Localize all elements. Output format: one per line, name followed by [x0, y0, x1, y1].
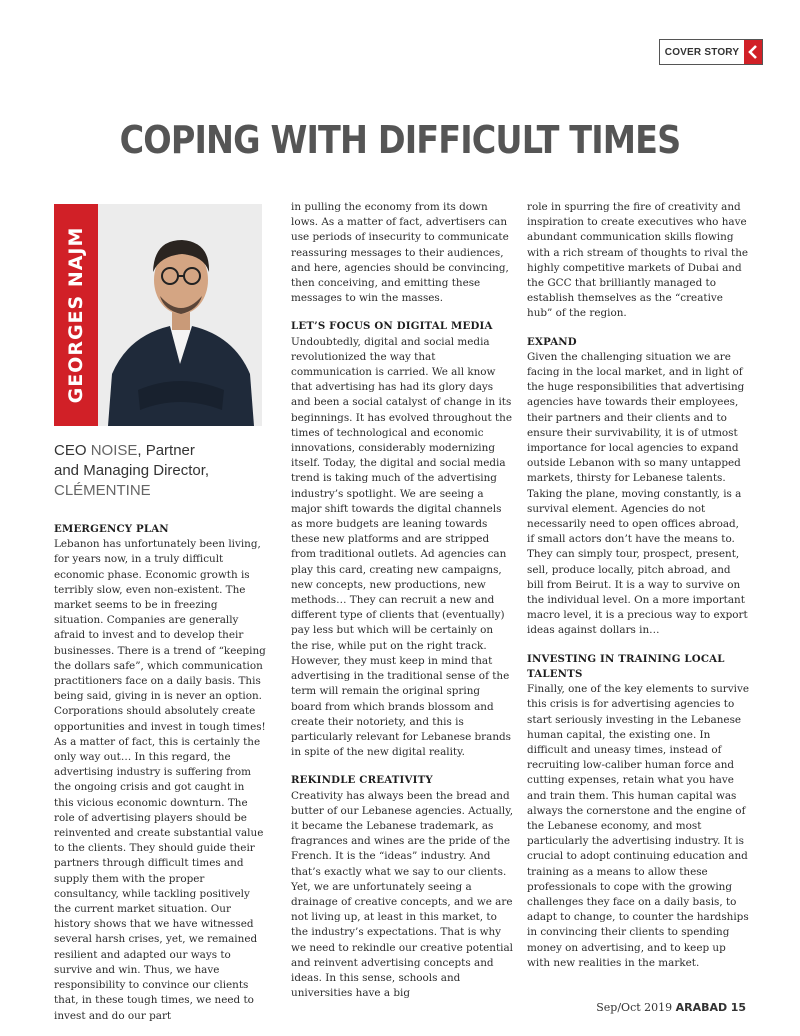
paragraph: role in spurring the fire of creativity and inspiration to create executives who have abundant communication skills flowing with a rich stream of thoughts to rival the highly competitive markets of Dubai and the GCC that brilliantly managed to establish themselves as the “creative hub” of the region. — [527, 201, 749, 320]
paragraph: Creativity has always been the bread and butter of our Lebanese agencies. Actually, it became the Lebanese trademark, as fragrances and wines are the pride of the French. It is the “ideas” industry. And that’s exactly what we say to our clients. Yet, we are unfortunately seeing a drainage of creative concepts, and we are not living up, at least in this market, to the industry’s expectations. That is why we need to rekindle our creative potential and reinvent advertising concepts and ideas. In this sense, schools and universities have a big — [291, 789, 513, 1000]
caption-line-2: and Managing Director, — [54, 462, 210, 479]
heading-emergency-plan: EMERGENCY PLAN — [54, 523, 169, 535]
paragraph: Lebanon has unfortunately been living, for years now, in a truly difficult economic phase. Economic growth is terribly slow, even non-existent. The market seems to be in freezing situation. Companies are generally afraid to invest and to develop their businesses. There is a trend of “keeping the dollars safe”, which communication practitioners face on a daily basis. This being said, giving in is never an option. Corporations should absolutely create opportunities and invest in tough times! As a matter of fact, this is certainly the only way out… In this regard, the advertising industry is suffering from the ongoing crisis and got caught in this vicious economic downturn. The role of advertising players should be reinvented and create substantial value to the clients. They should guide their partners through difficult times and supply them with the proper consultancy, while tackling positively the current market situation. Our history shows that we have witnessed several harsh crises, yet, we remained resilient and adapted our ways to survive and win. Thus, we have responsibility to convince our clients that, in these tough times, we need to invest and do our part — [54, 538, 266, 1022]
heading-expand: EXPAND — [527, 335, 577, 348]
folio-brand: ARABAD — [675, 1001, 728, 1014]
caption-company-noise: NOISE — [90, 442, 138, 459]
paragraph: Undoubtedly, digital and social media revolutionized the way that communication is carried. We all know that advertising has had its glory days and been a social catalyst of change in its beginnings. It has evolved throughout the times of technological and economic innovations, considerably modernizing itself. Today, the digital and social media trend is taking much of the advertising industry’s spotlight. We are seeing a major shift towards the digital channels as more budgets are leaning towards these new platforms and are stripped from traditional outlets. Ad agencies can play this card, creating new campaigns, new concepts, new productions, new methods… They can recruit a new and different type of clients that (eventually) pay less but which will be certainly on the rise, while put on the right track. However, they must keep in mind that advertising in the traditional sense of the term will remain the original spring board from which brands blossom and create their notoriety, and this is particularly relevant for Lebanese brands in spite of the new digital reality. — [291, 335, 513, 759]
heading-investing-training: INVESTING IN TRAINING LOCAL TALENTS — [527, 652, 725, 680]
section-badge — [659, 39, 763, 65]
page-folio — [596, 1001, 746, 1014]
folio-issue: Sep/Oct 2019 — [596, 1001, 673, 1014]
paragraph: in pulling the economy from its down lows. As a matter of fact, advertisers can use periods of insecurity to communicate reassuring messages to their audiences, and here, agencies should be convincing, then conceiving, and emitting these messages to win the masses. — [291, 201, 509, 305]
section-badge-label: COVER STORY — [664, 46, 740, 58]
caption-company-clementine: CLÉMENTINE — [54, 482, 151, 499]
caption-line-1 — [54, 441, 264, 461]
caption-role: CEO — [54, 442, 91, 459]
portrait-image — [98, 204, 262, 426]
paragraph: Given the challenging situation we are facing in the local market, and in light of the huge responsibilities that advertising agencies have towards their employees, their partners and their clients and to ensure their survivability, it is of utmost importance for local agencies to expand outside Lebanon with so many untapped markets, thirsty for Lebanese talents. Taking the plane, moving constantly, is a survival element. Agencies do not necessarily need to open offices abroad, if small actors don’t have the means to. They can simply tour, prospect, present, sell, produce locally, pitch abroad, and bill from Beirut. It is a way to survive on the individual level. On a more important macro level, it is a precious way to export ideas against dollars in… — [527, 350, 748, 637]
heading-digital-media: LET’S FOCUS ON DIGITAL MEDIA — [291, 320, 493, 333]
profile-name: GEORGES NAJM — [65, 226, 87, 404]
chevron-left-icon — [744, 40, 762, 64]
caption-partner: , Partner — [137, 442, 195, 459]
article-title: COPING WITH DIFFICULT TIMES — [119, 118, 681, 162]
profile-photo — [54, 204, 262, 426]
profile-caption — [54, 441, 264, 501]
article-column-3 — [527, 200, 749, 971]
article-column-2 — [291, 200, 513, 1001]
page-number: 15 — [730, 1001, 746, 1014]
name-bar — [54, 204, 98, 426]
paragraph: Finally, one of the key elements to survive this crisis is for advertising agencies to start seriously investing in the Lebanese human capital, the existing one. In difficult and uneasy times, instead of recruiting low-caliber human force and cutting expenses, retain what you have and train them. This human capital was always the cornerstone and the engine of the Lebanese economy, and most particularly the advertising industry. It is crucial to adopt continuing education and training as a means to allow these professionals to cope with the growing challenges they face on a daily basis, to adapt to change, to counter the hardships in convincing their clients to spending money on advertising, and to keep up with new realities in the market. — [527, 683, 749, 969]
heading-rekindle-creativity: REKINDLE CREATIVITY — [291, 774, 433, 787]
article-column-1 — [54, 522, 266, 1024]
